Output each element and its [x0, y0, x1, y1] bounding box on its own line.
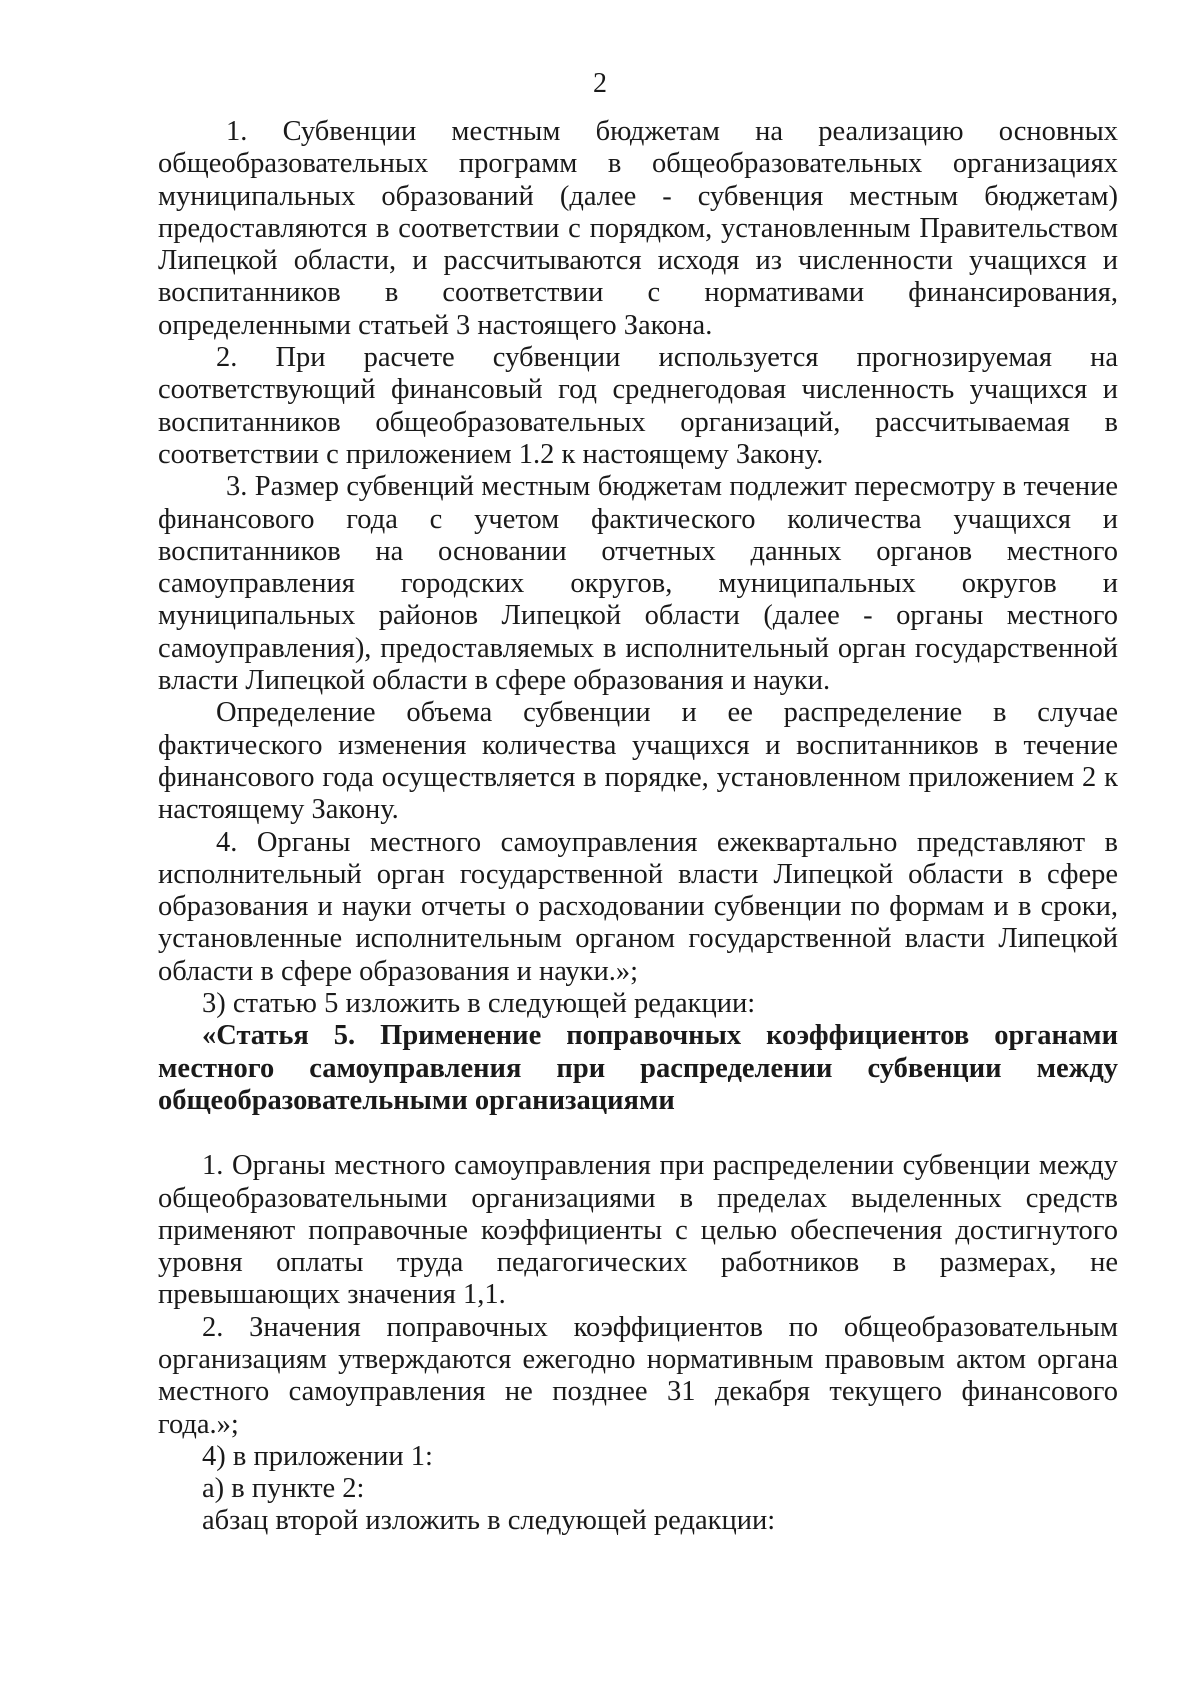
- paragraph-6: 3) статью 5 изложить в следующей редакции:: [202, 988, 756, 1020]
- paragraph-5: 4. Органы местного самоуправления ежеквартально представляют в исполнительный орган государственной власти Липецкой области в сфере образования и науки отчеты о расходовании субвенции по формам и в сроки, установленные исполнительным органом государственной власти Липецкой области в сфере образования и науки.»;: [158, 826, 1118, 987]
- spacer: [158, 1117, 1118, 1150]
- article-heading: «Статья 5. Применение поправочных коэффициентов органами местного самоуправления при распределении субвенции между общеобразовательными организациями: [158, 1020, 1118, 1116]
- paragraph-3: 3. Размер субвенций местным бюджетам подлежит пересмотру в течение финансового года с учетом фактического количества учащихся и воспитанников на основании отчетных данных органов местного самоуправления городских округов, муниципальных округов и муниципальных районов Липецкой области (далее - органы местного самоуправления), предоставляемых в исполнительный орган государственной власти Липецкой области в сфере образования и науки.: [158, 471, 1118, 697]
- closing-line-3: абзац второй изложить в следующей редакции:: [202, 1505, 776, 1537]
- page-number: 2: [593, 68, 607, 99]
- article-paragraph-1: 1. Органы местного самоуправления при распределении субвенции между общеобразовательными организациями в пределах выделенных средств применяют поправочные коэффициенты с целью обеспечения достигнутого уровня оплаты труда педагогических работников в размерах, не превышающих значения 1,1.: [158, 1150, 1118, 1311]
- paragraph-4: Определение объема субвенции и ее распределение в случае фактического изменения количества учащихся и воспитанников в течение финансового года осуществляется в порядке, установленном приложением 2 к настоящему Закону.: [158, 697, 1118, 826]
- closing-line-1: 4) в приложении 1:: [202, 1440, 433, 1472]
- paragraph-2: 2. При расчете субвенции используется прогнозируемая на соответствующий финансовый год среднегодовая численность учащихся и воспитанников общеобразовательных организаций, рассчитываемая в соответствии с приложением 1.2 к настоящему Закону.: [158, 342, 1118, 470]
- paragraph-1: 1. Субвенции местным бюджетам на реализацию основных общеобразовательных программ в общеобразовательных организациях муниципальных образований (далее - субвенция местным бюджетам) предоставляются в соответствии с порядком, установленным Правительством Липецкой области, и рассчитываются исходя из численности учащихся и воспитанников в соответствии с нормативами финансирования, определенными статьей 3 настоящего Закона.: [158, 116, 1118, 341]
- closing-line-2: а) в пункте 2:: [202, 1473, 365, 1505]
- document-body: [158, 116, 1118, 1538]
- article-paragraph-2: 2. Значения поправочных коэффициентов по общеобразовательным организациям утверждаются ежегодно нормативным правовым актом органа местного самоуправления не позднее 31 декабря текущего финансового года.»;: [158, 1311, 1118, 1440]
